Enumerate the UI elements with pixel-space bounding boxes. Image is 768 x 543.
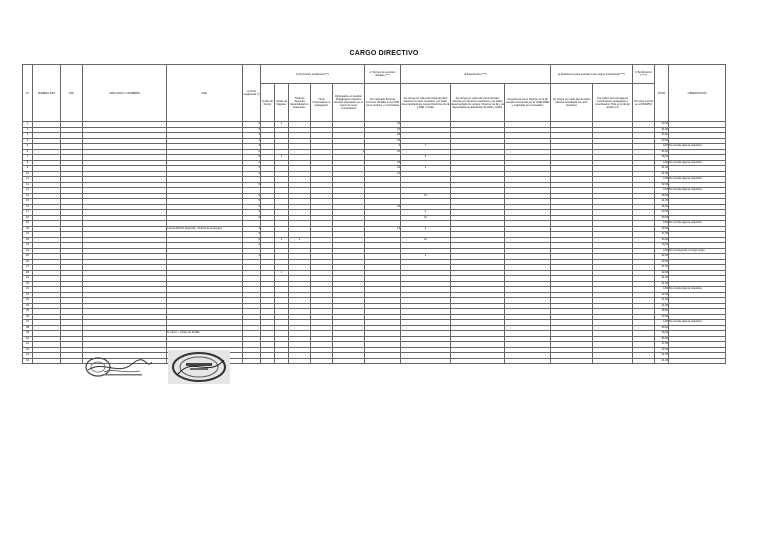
cell-n: 37 [23,320,33,326]
cell-doc [261,358,275,364]
cell-total: 0.00 [655,320,669,326]
cell-total: 31.00 [655,276,669,282]
cell-total: 36.00 [655,204,669,210]
cell-tiempo: 22 [365,166,401,172]
cell-n: 5 [23,144,33,150]
cell-tiempo: 25 [365,122,401,128]
cell-n: 26 [23,259,33,265]
cell-total: 34.00 [655,237,669,243]
cell-n: 7 [23,155,33,161]
cell-total: 31.00 [655,265,669,271]
cell-n: 10 [23,171,33,177]
col-ie: II.EE. [167,65,243,122]
cell-seg [289,358,311,364]
cell-nivel: 5 [243,215,261,221]
col-dni: DNI [61,65,83,122]
cell-n: 12 [23,182,33,188]
cell-e1: 2 [401,210,451,216]
cell-n: 17 [23,210,33,216]
cell-total: 0.00 [655,188,669,194]
cell-n: 18 [23,215,33,221]
cell-n: 14 [23,193,33,199]
signature-stamps [84,350,244,384]
cell-n: 22 [23,237,33,243]
cell-total: 21.00 [655,358,669,364]
cell-total: 30.00 [655,331,669,337]
cell-n: 28 [23,270,33,276]
cell-total: 27.00 [655,342,669,348]
col-exp1: Se otorga por cada año fiscal de labor efectiva con acto resolutivo, por haber desempeñado los cargos Directivos de IE y DRE o UGEL [401,84,451,122]
cell-n: 15 [23,199,33,205]
cell-e1: 2 [401,166,451,172]
cell-n: 21 [23,232,33,238]
col-total: TOTAL [655,65,669,122]
cell-n: 24 [23,248,33,254]
cell-total: 27.00 [655,232,669,238]
col-tiempo: c) Tiempo de servicios oficiales (***) [365,65,401,84]
col-exp5: Por haber asumido alguna coordinación pedagógica o coordinación TOE en la IE del ámbito 4.5 [593,84,633,122]
cell-nivel: 5 [243,166,261,172]
cell-obs: No cumple alguna requisitos [669,144,726,150]
col-titulo-segunda: Título de Segunda Especialidad en Educación [289,84,311,122]
cell-n: 31 [23,287,33,293]
cell-nivel: 5 [243,237,261,243]
cell-nivel: 5 [243,182,261,188]
cell-total: 0.00 [655,221,669,227]
cell-dip [333,358,365,364]
col-numero-exp: NUMERO EXP [33,65,61,122]
cell-nivel: 5 [243,155,261,161]
cell-mag: 1 [275,237,289,243]
cell-total: 0.00 [655,287,669,293]
cell-e1: 6 [401,155,451,161]
cell-n: 23 [23,243,33,249]
cell-n: 2 [23,127,33,133]
cell-total: 0.00 [655,160,669,166]
col-grado-magister: Grado de Magister [275,84,289,122]
cell-n: 44 [23,358,33,364]
cell-obs: No cumple alguna requisitos [669,287,726,293]
cell-univ [311,358,333,364]
col-experiencia: d) Experiencia (****) [401,65,551,84]
cell-n: 1 [23,122,33,128]
cell-n: 38 [23,325,33,331]
cell-e5 [593,358,633,364]
cell-n: 41 [23,342,33,348]
cell-n: 11 [23,177,33,183]
cell-nivel: 5 [243,127,261,133]
cell-total: 0.00 [655,248,669,254]
cell-tiempo: 4 [365,144,401,150]
cell-obs: No cumple alguna requisitos [669,188,726,194]
cell-nivel: 3 [243,210,261,216]
cell-n: 8 [23,160,33,166]
cell-total: 24.00 [655,314,669,320]
col-formacion: b) Formación académica (**) [261,65,365,84]
cell-e3 [505,358,551,364]
cell-tiempo: 23 [365,160,401,166]
cell-e1 [401,358,451,364]
cell-total: 31.00 [655,166,669,172]
cell-n: 4 [23,138,33,144]
cell-dni [61,358,83,364]
cell-obs: No corresponde al cargo cargo [669,248,726,254]
col-apellidos: APELLIDOS Y NOMBRES [83,65,167,122]
cell-n: 27 [23,265,33,271]
cell-tiempo: 15 [365,127,401,133]
cell-total: 34.00 [655,347,669,353]
cell-total: 21.00 [655,298,669,304]
cell-n: 33 [23,298,33,304]
cell-n: 35 [23,309,33,315]
cell-n: 29 [23,276,33,282]
cell-total: 21.00 [655,281,669,287]
cell-nivel: 4 [243,243,261,249]
cell-n: 43 [23,353,33,359]
col-nivel: a) Nivel magisterial (*) [243,65,261,122]
col-grado-doctor: Grado de Doctor [261,84,275,122]
cell-total: 0.00 [655,177,669,183]
cell-e4 [551,358,593,364]
cell-seg: 1 [289,237,311,243]
cell-nivel: 5 [243,199,261,205]
col-f-detalle: Por estar inscrito en el RNEPSD [633,84,655,122]
cell-obs: No cumple alguna requisitos [669,221,726,227]
signature-stamp-icon [84,356,154,378]
cell-mag [275,358,289,364]
cell-tiempo: 25 [365,204,401,210]
cell-total: 32.00 [655,270,669,276]
cell-n: 40 [23,336,33,342]
cell-dip: 1 [333,149,365,155]
cell-tiempo: 13 [365,171,401,177]
cell-nivel: 5 [243,122,261,128]
cell-total: 32.00 [655,182,669,188]
evaluation-table [22,64,726,364]
cell-tiempo: 18 [365,133,401,139]
cell-nivel: 5 [243,149,261,155]
cell-obs: No cumple alguna requisitos [669,177,726,183]
cell-nivel: 3 [243,171,261,177]
cell-e1: 7 [401,144,451,150]
cell-total: 33.00 [655,243,669,249]
cell-total: 34.00 [655,122,669,128]
cell-total: 31.00 [655,199,669,205]
cell-total: 21.00 [655,303,669,309]
cell-total: 36.00 [655,149,669,155]
cell-n: 39 [23,331,33,337]
cell-n: 25 [23,254,33,260]
cell-n: 6 [23,149,33,155]
cell-total: 18.00 [655,226,669,232]
cell-f [633,358,655,364]
cell-n: 34 [23,303,33,309]
cell-total: 31.00 [655,127,669,133]
cell-ie: N. Alcorn - Chapa de Padilla [167,331,243,337]
col-exp-cargos: e) Experiencia para postular a los cargos (conquista)(*****) [551,65,633,84]
cell-total: 0.00 [655,144,669,150]
cell-obs: No cumple alguna requisitos [669,320,726,326]
col-tiempo-detalle: Por cada año fiscal de servicios oficiales en la CPM como profesor y nombrado/a [365,84,401,122]
cell-total: 18.00 [655,309,669,315]
cell-nivel: 3 [243,133,261,139]
cell-nivel: 5 [243,204,261,210]
cell-total: 23.00 [655,210,669,216]
cell-e1: 3 [401,226,451,232]
cell-nivel: 4 [243,254,261,260]
cell-n: 20 [23,226,33,232]
cell-total: 29.00 [655,259,669,265]
cell-total: 21.00 [655,171,669,177]
cell-mag: 1 [275,122,289,128]
col-titulo-universitario: Título Universitario no pedagógico [311,84,333,122]
cell-total: 28.00 [655,325,669,331]
cell-tiempo: 25 [365,149,401,155]
cell-n: 19 [23,221,33,227]
cell-e2 [451,358,505,364]
cell-tiempo: 19 [365,138,401,144]
cell-exp [33,358,61,364]
official-seal-icon [168,350,230,384]
cell-e1: 2 [401,254,451,260]
col-exp4: Se otorga por cada año de labor efectiva acreditada con acto resolutivo [551,84,593,122]
cell-total: 25.00 [655,193,669,199]
cell-mag: 1 [275,155,289,161]
cell-n: 42 [23,347,33,353]
cell-nivel: 4 [243,160,261,166]
cell-nivel: 5 [243,232,261,238]
cell-total: 35.00 [655,155,669,161]
cell-nivel: 4 [243,144,261,150]
cell-n: 36 [23,314,33,320]
cell-total: 32.00 [655,254,669,260]
col-f: f) Bonificación (*****) [633,65,655,84]
cell-n: 9 [23,166,33,172]
col-n: N° [23,65,33,122]
cell-total: 22.00 [655,292,669,298]
cell-n: 30 [23,281,33,287]
cell-nivel: 5 [243,193,261,199]
cell-nivel: 3 [243,226,261,232]
cell-nivel [243,358,261,364]
col-exp2: Se otorga por cada año fiscal de labor efectiva con 02 actos resolutivos, por haber desempeñado los cargos: Directivo de IE y de Especialista en Educación de DRE y UGEL [451,84,505,122]
cell-e1: 10 [401,193,451,199]
cell-obs: No cumple alguna requisitos [669,160,726,166]
cell-tiempo: 13 [365,226,401,232]
cell-nivel: 4 [243,138,261,144]
cell-total: 35.00 [655,336,669,342]
page-title: CARGO DIRECTIVO [349,50,419,57]
cell-total: 23.00 [655,138,669,144]
cell-mag: 1 [275,270,289,276]
cell-e1: 12 [401,237,451,243]
cell-tiempo [365,358,401,364]
cell-e1: 10 [401,215,451,221]
cell-total: 29.00 [655,215,669,221]
cell-total: 24.00 [655,133,669,139]
cell-n: 32 [23,292,33,298]
cell-obs [669,358,726,364]
cell-total: 21.00 [655,353,669,359]
cell-n: 3 [23,133,33,139]
col-diplomados: Diplomados en Gestión Pedagógica o Gestión Escolar efectuados en el marco de la ley Universitaria [333,84,365,122]
col-observacion: OBSERVACION [669,65,726,122]
cell-ie: Cuenta Alberto Segunda - Chacra de Huancayo [167,226,243,232]
cell-n: 13 [23,188,33,194]
cell-n: 16 [23,204,33,210]
col-exp3: Experiencia como Director en la IE privada reconocida por la UGEL/DRE y registrado en el escalafón [505,84,551,122]
